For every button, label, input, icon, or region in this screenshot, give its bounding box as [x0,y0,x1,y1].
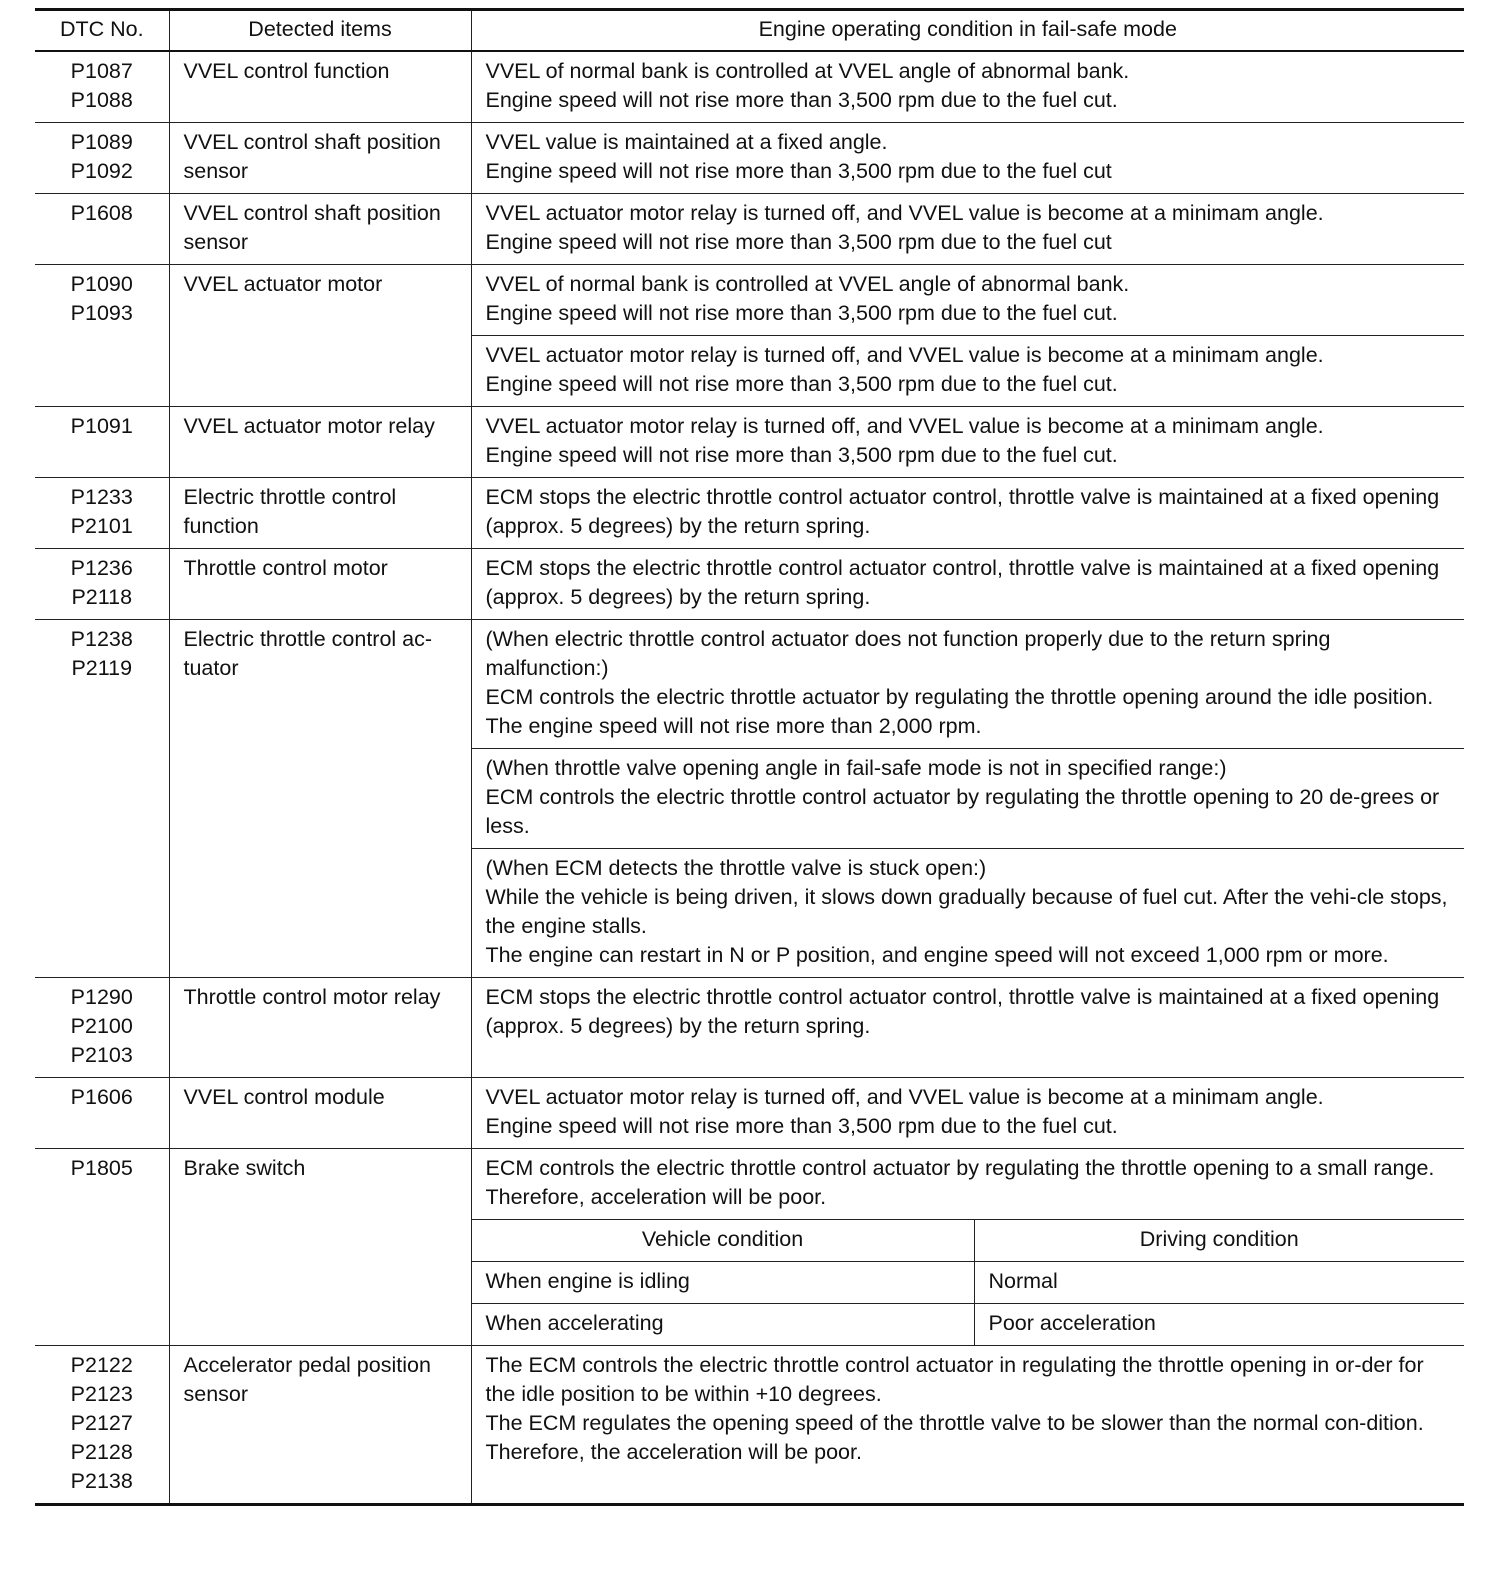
detected-item: VVEL control module [169,1078,471,1149]
table-row [35,620,1464,749]
dtc-cell [35,549,169,620]
condition-text: VVEL actuator motor relay is turned off, and VVEL value is become at a minimam angle. [485,343,1324,367]
condition-cell [471,194,1464,265]
condition-text: Engine speed will not rise more than 3,500 rpm due to the fuel cut. [485,301,1118,325]
dtc-code: P2100 [70,1014,133,1038]
detected-item: VVEL actuator motor [169,265,471,407]
header-engine-condition: Engine operating condition in fail-safe mode [471,10,1464,52]
table-row [35,194,1464,265]
dtc-cell [35,265,169,407]
dtc-cell [35,1346,169,1505]
dtc-code: P2128 [70,1440,133,1464]
condition-cell [471,849,1464,978]
detected-item: Brake switch [169,1149,471,1346]
condition-text: ECM stops the electric throttle control actuator control, throttle valve is maintained at a fixed opening (approx. 5 degrees) by the return spring. [485,485,1440,538]
dtc-code: P1087 [70,59,133,83]
dtc-cell [35,1149,169,1346]
dtc-code: P1805 [70,1156,133,1180]
condition-text: While the vehicle is being driven, it slows down gradually because of fuel cut. After the vehi-cle stops, the engine stalls. [485,885,1448,938]
condition-text: The engine can restart in N or P position, and engine speed will not exceed 1,000 rpm or more. [485,943,1389,967]
condition-text: Therefore, the acceleration will be poor. [485,1440,862,1464]
table-row [35,1149,1464,1220]
detected-item: Electric throttle control function [169,478,471,549]
condition-cell [471,407,1464,478]
dtc-code: P1089 [70,130,133,154]
condition-cell [471,478,1464,549]
driving-condition: Normal [974,1262,1464,1304]
condition-cell [471,336,1464,407]
condition-text: VVEL of normal bank is controlled at VVEL angle of abnormal bank. [485,59,1130,83]
fail-safe-table [35,8,1464,1506]
dtc-code: P1090 [70,272,133,296]
condition-text: ECM controls the electric throttle control actuator by regulating the throttle opening to a small range. [485,1156,1435,1180]
condition-text: Engine speed will not rise more than 3,500 rpm due to the fuel cut. [485,443,1118,467]
table-row [35,123,1464,194]
header-detected-items: Detected items [169,10,471,52]
detected-item: VVEL control shaft position sensor [169,123,471,194]
dtc-code: P2101 [70,514,133,538]
detected-item: Electric throttle control ac-tuator [169,620,471,978]
condition-text: Engine speed will not rise more than 3,500 rpm due to the fuel cut [485,159,1112,183]
dtc-code: P2103 [70,1043,133,1067]
table-row [35,1078,1464,1149]
condition-cell [471,1149,1464,1220]
dtc-code: P1608 [70,201,133,225]
detected-item: Accelerator pedal position sensor [169,1346,471,1505]
condition-text: (When throttle valve opening angle in fail-safe mode is not in specified range:) [485,756,1227,780]
vehicle-condition: When accelerating [471,1304,974,1346]
dtc-code: P1091 [70,414,133,438]
dtc-code: P2119 [71,656,133,680]
condition-cell [471,1078,1464,1149]
dtc-code: P2127 [70,1411,133,1435]
dtc-cell [35,123,169,194]
subtable-header-driving: Driving condition [974,1220,1464,1262]
condition-text: Engine speed will not rise more than 3,500 rpm due to the fuel cut. [485,372,1118,396]
condition-text: The ECM controls the electric throttle control actuator in regulating the throttle opening in or-der for the idle position to be within +10 degrees. [485,1353,1424,1406]
table-row [35,478,1464,549]
condition-text: (When electric throttle control actuator does not function properly due to the return spring malfunction:) [485,627,1331,680]
dtc-cell [35,51,169,123]
dtc-code: P1290 [70,985,133,1009]
dtc-cell [35,194,169,265]
detected-item: VVEL control function [169,51,471,123]
dtc-code: P1606 [70,1085,133,1109]
detected-item: Throttle control motor [169,549,471,620]
condition-text: VVEL actuator motor relay is turned off, and VVEL value is become at a minimam angle. [485,414,1324,438]
condition-text: ECM stops the electric throttle control actuator control, throttle valve is maintained at a fixed opening (approx. 5 degrees) by the return spring. [485,985,1440,1038]
dtc-code: P1236 [70,556,133,580]
condition-text: Engine speed will not rise more than 3,500 rpm due to the fuel cut [485,230,1112,254]
dtc-code: P1233 [70,485,133,509]
table-row [35,265,1464,336]
condition-text: ECM controls the electric throttle actuator by regulating the throttle opening around the idle position. The engine speed will not rise more than 2,000 rpm. [485,685,1434,738]
condition-text: VVEL of normal bank is controlled at VVEL angle of abnormal bank. [485,272,1130,296]
dtc-code: P1238 [70,627,133,651]
table-row [35,51,1464,123]
dtc-code: P2118 [71,585,133,609]
condition-text: (When ECM detects the throttle valve is stuck open:) [485,856,987,880]
dtc-cell [35,620,169,978]
dtc-code: P2122 [70,1353,133,1377]
detected-item: Throttle control motor relay [169,978,471,1078]
dtc-cell [35,407,169,478]
condition-text: VVEL actuator motor relay is turned off, and VVEL value is become at a minimam angle. [485,201,1324,225]
condition-cell [471,265,1464,336]
condition-cell [471,620,1464,749]
condition-cell [471,123,1464,194]
condition-text: Engine speed will not rise more than 3,500 rpm due to the fuel cut. [485,88,1118,112]
condition-text: Engine speed will not rise more than 3,500 rpm due to the fuel cut. [485,1114,1118,1138]
table-row [35,978,1464,1078]
condition-cell [471,1346,1464,1505]
dtc-code: P1092 [70,159,133,183]
detected-item: VVEL actuator motor relay [169,407,471,478]
table-row [35,549,1464,620]
condition-text: VVEL value is maintained at a fixed angle. [485,130,888,154]
condition-text: The ECM regulates the opening speed of the throttle valve to be slower than the normal con-dition. [485,1411,1424,1435]
dtc-cell [35,1078,169,1149]
table-header-row [35,10,1464,52]
table-row [35,1346,1464,1505]
condition-cell [471,749,1464,849]
header-dtc-no: DTC No. [35,10,169,52]
dtc-code: P2138 [70,1469,133,1493]
condition-cell [471,51,1464,123]
detected-item: VVEL control shaft position sensor [169,194,471,265]
subtable-header-vehicle: Vehicle condition [471,1220,974,1262]
dtc-cell [35,978,169,1078]
dtc-code: P2123 [70,1382,133,1406]
condition-text: VVEL actuator motor relay is turned off, and VVEL value is become at a minimam angle. [485,1085,1324,1109]
condition-text: Therefore, acceleration will be poor. [485,1185,827,1209]
condition-text: ECM stops the electric throttle control actuator control, throttle valve is maintained at a fixed opening (approx. 5 degrees) by the return spring. [485,556,1440,609]
condition-text: ECM controls the electric throttle control actuator by regulating the throttle opening to 20 de-grees or less. [485,785,1440,838]
dtc-code: P1093 [70,301,133,325]
vehicle-condition: When engine is idling [471,1262,974,1304]
table-row [35,407,1464,478]
condition-cell [471,978,1464,1078]
condition-cell [471,549,1464,620]
dtc-cell [35,478,169,549]
dtc-code: P1088 [70,88,133,112]
driving-condition: Poor acceleration [974,1304,1464,1346]
